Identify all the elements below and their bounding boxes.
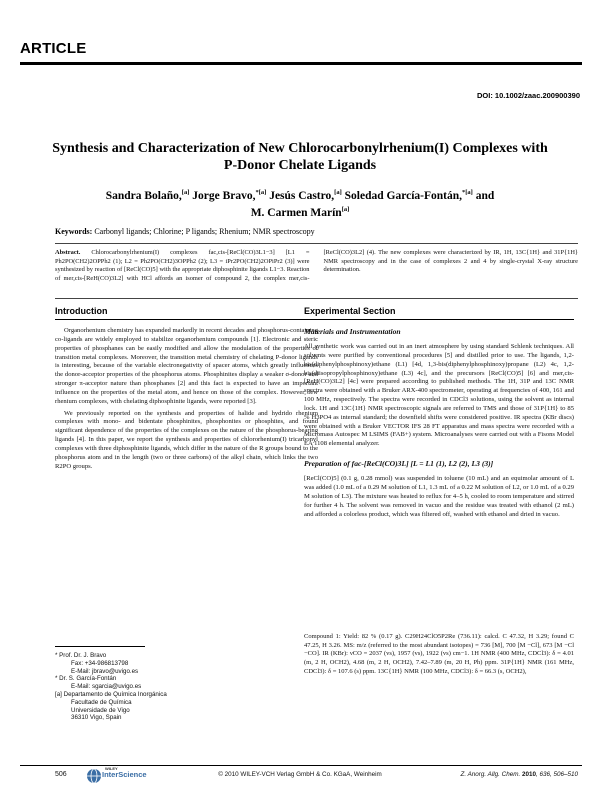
footnotes [55, 652, 295, 722]
author-name: Soledad García-Fontán, [344, 189, 462, 202]
materials-paragraph: All synthetic work was carried out in an inert atmosphere by using standard Schlenk techniques. All solvents were purified by conventional procedures [5] and distilled prior to use. The ligands, 1,2-bis(diphenylphosphinoxy)ethane (L1) [4d, 1,3-bis(diphenylphosphinoxy)propane (L2) 4c, 1,2-bis(diisopropylphosphinoxy)ethane (L3) 4c], and the precursors [ReCl(CO)5] [6] and mer,cis-[ReH(CO)3L2] [4c] were prepared according to published methods. The 1H, 31P and 13C NMR spectra were obtained with a Bruker ARX-400 spectrometer, operating at frequencies of 400, 161 and 100 MHz, respectively. The spectra were recorded in CDCl3 solutions, using the solvent as internal lock. 1H and 13C{1H} NMR spectroscopic signals are referred to TMS and those of 31P{1H} to 85 % H3PO4 as internal standard; the downfield shifts were considered positive. IR spectra (KBr discs) were obtained with a Bruker VECTOR IFS 28 FT apparatus and mass spectra were recorded with a Micromass Autospec M LSIMS (FAB+) system. Microanalyses were carried out with a Fisons Model EA 1108 elemental analyzer. [304, 343, 574, 448]
author-conjunction: and [475, 189, 495, 202]
introduction-heading: Introduction [55, 306, 318, 320]
materials-subheading: Materials and Instrumentation [304, 327, 401, 336]
journal-pages: , 636, 506–510 [535, 771, 578, 778]
journal-citation [460, 771, 578, 778]
author-line-2 [60, 203, 540, 220]
page-number: 506 [55, 771, 67, 778]
copyright: © 2010 WILEY-VCH Verlag GmbH & Co. KGaA, Weinheim [218, 771, 382, 778]
paper-title: Synthesis and Characterization of New Chlorocarbonylrhenium(I) Complexes with P-Donor Chelate Ligands [52, 141, 548, 173]
author-affiliation: [a] [181, 189, 190, 196]
experimental-heading: Experimental Section [304, 306, 574, 320]
preparation-subheading: Preparation of fac-[ReCl(CO)3L] [L = L1 (1), L2 (2), L3 (3)] [304, 459, 494, 469]
keywords-label: Keywords: [55, 227, 93, 236]
introduction-body [55, 327, 318, 472]
right-column [304, 306, 574, 522]
footnote-line: [a] Departamento de Química Inorgánica [55, 690, 167, 698]
footnote-line: * Prof. Dr. J. Bravo [55, 652, 107, 659]
abstract [55, 249, 578, 283]
abstract-top-rule [55, 243, 578, 244]
header-rule [20, 62, 582, 65]
abstract-label: Abstract. [55, 249, 81, 256]
doi: DOI: 10.1002/zaac.200900390 [477, 91, 580, 100]
author-name: Jorge Bravo, [192, 189, 256, 202]
preparation-body [304, 475, 574, 519]
compound-1-data: Compound 1: Yield: 82 % (0.17 g). C29H24ClO5P2Re (736.11): calcd. C 47.32, H 3.29; found C 47.25, H 3.26. MS: m/z (referred to the most abundant isotopes) = 736 [M], 700 [M −Cl], 673 [M −Cl −CO]. IR (KBr): νCO = 2037 (vs), 1957 (vs), 1922 (vs) cm−1. 1H NMR (400 MHz, CDCl3): δ = 4.01 (m, 2 H, OCH2), 4.68 (m, 2 H, OCH2), 7.42–7.89 (m, 20 H, Ph) ppm. 31P{1H} NMR (161 MHz, CDCl3): δ = 107.6 (s) ppm. 13C{1H} NMR (100 MHz, CDCl3): δ = 66.3 (s, OCH2), [304, 633, 574, 675]
footnote-line: Fax: +34-986813798 [71, 659, 129, 667]
author-affiliation: [a] [341, 205, 350, 213]
journal-year: 2010 [521, 771, 536, 778]
materials-body [304, 343, 574, 449]
footnote-line: E-Mail: jbravo@uvigo.es [71, 667, 139, 675]
publisher-logo [86, 766, 146, 786]
interscience-globe-icon [86, 768, 102, 784]
author-line-1 [60, 186, 540, 203]
keywords-text: Carbonyl ligands; Chlorine; P ligands; Rhenium; NMR spectroscopy [94, 227, 315, 236]
keywords [55, 227, 575, 236]
footnote-line: Universidade de Vigo [71, 706, 130, 714]
abstract-text: Chlorocarbonylrhenium(I) complexes fac,cis-[ReCl(CO)3L1−3] [L1 = Ph2PO(CH2)2OPPh2 (1); L2 = Ph2PO(CH2)3OPPh2 (2); L3 = iPr2PO(CH2)2OPiPr2 (3)] were synthesized by reaction of [ReCl(CO)5] with the appropriate diphosphinite ligands L1−3. Reaction of mer,cis-[ReH(CO)3L2] with HCl affords an isomer of compound 2, the complex mer,cis-[ReCl(CO)3L2] (4). The new complexes were characterized by IR, 1H, 13C{1H} and 31P{1H} NMR spectroscopy and in the case of complexes 2 and 4 by single-crystal X-ray structure determination. [55, 249, 578, 282]
author-affiliation: *[a] [462, 189, 473, 196]
article-section-label: ARTICLE [20, 40, 87, 57]
logo-brand: WILEY [105, 766, 118, 771]
author-affiliation: [a] [334, 189, 342, 196]
abstract-bottom-rule [55, 298, 578, 299]
author-affiliation: *[a] [255, 189, 267, 196]
introduction-paragraph: We previously reported on the synthesis and properties of halide and hydrido rhenium complexes with mono- and bidentate phosphinites, phosphonites or phosphites, and found significant dependence of the properties of the complexes on the nature of the phosphorus-bearing ligands [4]. In this paper, we report the synthesis and properties of chlororhenium(I) tricarbonyl complexes with three diphosphinite ligands, which differ in the nature of the R groups bound to the phosphorus atom and in the length (two or three carbons) of the alkyl chain, which links the two R2PO groups. [55, 409, 318, 470]
author-name: M. Carmen Marín [250, 206, 342, 219]
footnote-line: 36310 Vigo, Spain [71, 714, 122, 722]
footnote-line: E-Mail: sgarcia@uvigo.es [71, 683, 142, 691]
preparation-paragraph: [ReCl(CO)5] (0.1 g, 0.28 mmol) was suspended in toluene (10 mL) and an equimolar amount of L was added (1.0 mL of a 0.29 M solution of L1, 1.3 mL of a 0.22 M solution of L2, or 1.0 mL of a 0.29 M solution of L3). The mixture was heated to reflux for 4–5 h, cooled to room temperature and stirred for further 4 h. The solvent was removed in vacuo and the residue was treated with ethanol (2 mL) and afforded a colorless product, which was filtered off, washed with ethanol and dried in vacuo. [304, 475, 574, 518]
journal-name: Z. Anorg. Allg. Chem. [460, 771, 521, 778]
introduction-paragraph: Organorhenium chemistry has expanded markedly in recent decades and phosphorus-containing co-ligands are widely employed to stabilize organorhenium compounds [1]. Electronic and steric properties of phosphanes can be easily modified and allow the modulation of the properties of transition metal complexes. Moreover, the transition metal chemistry of chelating P-donor ligands is interesting, because of the variable electronegativity of spacer atoms, which greatly influences the donor-acceptor properties of the phosphorus atoms. Phosphinites display a weaker σ-donor and stronger π-acceptor nature than phosphanes [2] and this fact is expected to have an important influence on the properties of the metal atom, and hence on those of the complex. However, few rhenium complexes, with chelating diphosphinite ligands, were reported [3]. [55, 327, 318, 405]
author-name: Sandra Bolaño, [105, 189, 182, 202]
author-name: Jesús Castro, [269, 189, 335, 202]
author-list [60, 186, 540, 220]
left-column [55, 306, 318, 475]
logo-text: InterScience [102, 770, 147, 779]
footnote-line: * Dr. S. García-Fontán [55, 675, 117, 683]
footnote-rule [55, 646, 145, 647]
footnote-line: Facultade de Química [71, 698, 132, 706]
